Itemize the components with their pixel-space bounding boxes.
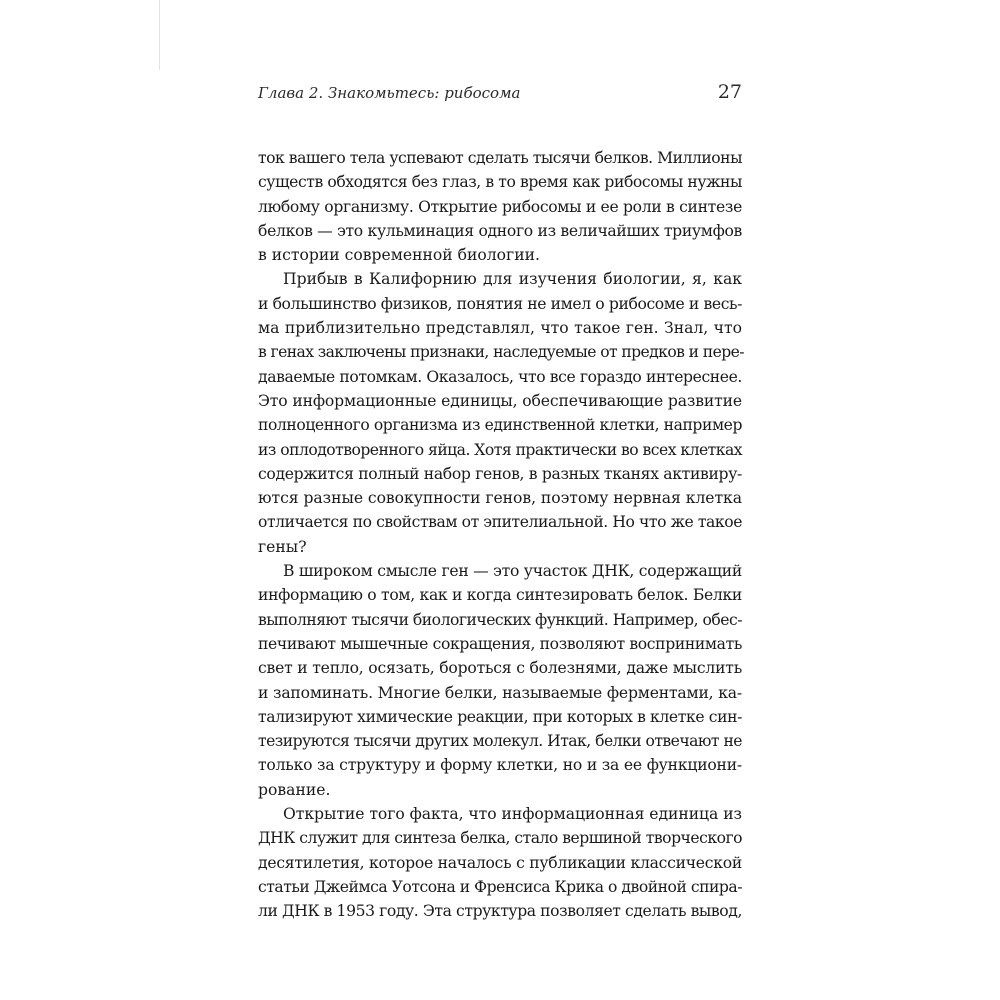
text-line: свет и тепло, осязать, бороться с болезнями, даже мыслить — [258, 659, 742, 678]
text-line: белков — это кульминация одного из величайших триумфов — [258, 221, 742, 240]
text-line: выполняют тысячи биологических функций. Например, обес- — [258, 610, 743, 629]
text-line: и запоминать. Многие белки, называемые ферментами, ка- — [258, 683, 743, 702]
text-line: любому организму. Открытие рибосомы и ее роли в синтезе — [258, 197, 742, 216]
text-line: ДНК служит для синтеза белка, стало вершиной творческого — [258, 829, 743, 848]
text-line: только за структуру и форму клетки, но и за ее функциони- — [258, 756, 742, 775]
paragraph — [258, 146, 742, 267]
text-line: Открытие того факта, что информационная единица из — [283, 805, 742, 824]
paragraph — [258, 559, 742, 802]
text-line: содержится полный набор генов, в разных тканях активиру- — [258, 464, 742, 483]
text-line: информацию о том, как и когда синтезировать белок. Белки — [258, 586, 742, 605]
text-line: ли ДНК в 1953 году. Эта структура позволяет сделать вывод, — [258, 902, 742, 921]
text-line: ются разные совокупности генов, поэтому нервная клетка — [258, 489, 742, 508]
page-header — [258, 81, 742, 110]
text-line: рование. — [258, 780, 331, 799]
text-line: ток вашего тела успевают сделать тысячи белков. Миллионы — [258, 149, 742, 167]
text-line: отличается по свойствам от эпителиальной. Но что же такое — [258, 513, 742, 532]
paragraph — [258, 802, 742, 923]
text-line: и большинство физиков, понятия не имел о рибосоме и весь- — [258, 294, 743, 313]
page-number: 27 — [717, 81, 742, 103]
paragraph — [258, 267, 742, 559]
text-line: печивают мышечные сокращения, позволяют воспринимать — [258, 634, 742, 653]
running-head: Глава 2. Знакомьтесь: рибосома — [258, 84, 521, 102]
text-line: из оплодотворенного яйца. Хотя практически во всех клетках — [258, 440, 743, 459]
text-line: Это информационные единицы, обеспечивающие развитие — [258, 391, 742, 410]
text-line: Прибыв в Калифорнию для изучения биологии, я, как — [283, 270, 742, 289]
text-line: существ обходятся без глаз, в то время как рибосомы нужны — [258, 173, 743, 192]
page-gutter-line — [159, 0, 160, 70]
text-line: ма приблизительно представлял, что такое ген. Знал, что — [258, 319, 742, 338]
body-text — [258, 146, 742, 924]
text-line: тезируются тысячи других молекул. Итак, белки отвечают не — [258, 732, 742, 751]
text-line: в истории современной биологии. — [258, 246, 540, 265]
text-line: в генах заключены признаки, наследуемые от предков и пере- — [258, 343, 744, 362]
text-line: полноценного организма из единственной клетки, например — [258, 416, 743, 435]
text-line: десятилетия, которое началось с публикации классической — [258, 853, 742, 872]
text-line: даваемые потомкам. Оказалось, что все гораздо интереснее. — [258, 367, 742, 386]
text-line: тализируют химические реакции, при которых в клетке син- — [258, 707, 742, 726]
text-line: В широком смысле ген — это участок ДНК, содержащий — [283, 562, 743, 581]
text-line: статьи Джеймса Уотсона и Френсиса Крика о двойной спира- — [258, 877, 742, 896]
text-line: гены? — [258, 537, 307, 556]
